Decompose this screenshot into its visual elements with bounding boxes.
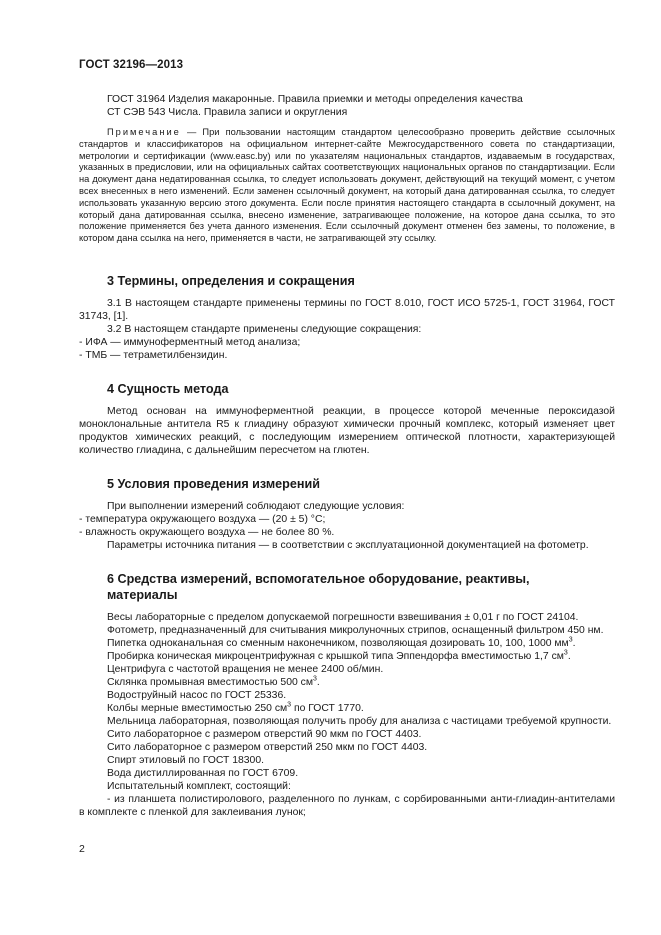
section-5-body: [79, 500, 615, 552]
note-paragraph: [79, 127, 615, 245]
section-3: [79, 273, 615, 289]
list-item: - влажность окружающего воздуха — не более 80 %.: [79, 527, 335, 538]
section-4-body: [79, 405, 615, 457]
reference-line: СТ СЭВ 543 Числа. Правила записи и округления: [107, 107, 348, 118]
section-6-body: [79, 611, 615, 819]
equipment-item: Центрифуга с частотой вращения не менее 2400 об/мин.: [107, 664, 384, 675]
section-heading: [79, 571, 615, 587]
section-5: [79, 476, 615, 492]
paragraph: 3.2 В настоящем стандарте применены следующие сокращения:: [107, 324, 422, 335]
equipment-item-text: Склянка промывная вместимостью 500 см: [107, 677, 313, 688]
section-4: [79, 381, 615, 397]
note-label: Примечание: [107, 127, 181, 137]
equipment-item: Водоструйный насос по ГОСТ 25336.: [107, 690, 287, 701]
paragraph: Метод основан на иммуноферментной реакции, в процессе которой меченные пероксидазой моноклональные антитела R5 к глиадину образуют химически прочный комплекс, который изменяет цвет продуктов химических реакций, с последующим измерением оптической плотности, характеризующей количество глиадина, с дальнейшим пересчетом на глютен.: [79, 406, 615, 456]
equipment-item: Спирт этиловый по ГОСТ 18300.: [107, 755, 264, 766]
section-6: [79, 571, 615, 603]
equipment-item-text: Пипетка одноканальная со сменным наконечником, позволяющая дозировать 10, 100, 1000 мм: [107, 638, 569, 649]
superscript: 3: [563, 649, 568, 657]
list-item: - ИФА — иммуноферментный метод анализа;: [79, 337, 301, 348]
superscript: 3: [313, 675, 317, 683]
page-number: 2: [79, 843, 85, 855]
superscript: 3: [568, 636, 573, 644]
equipment-item: Мельница лабораторная, позволяющая получить пробу для анализа с частицами требуемой крупности.: [107, 716, 612, 727]
normative-references: [79, 93, 615, 119]
equipment-item-text: Пробирка коническая микроцентрифужная с крышкой типа Эппендорфа вместимостью 1,7 см: [107, 651, 564, 662]
equipment-item: Сито лабораторное с размером отверстий 90 мкм по ГОСТ 4403.: [107, 729, 422, 740]
equipment-item: Испытательный комплект, состоящий:: [107, 781, 291, 792]
equipment-item: Склянка промывная вместимостью 500 $см^3$.: [107, 675, 320, 688]
equipment-item: [79, 702, 615, 715]
equipment-item-text: Колбы мерные вместимостью 250 см: [107, 703, 288, 714]
equipment-item: Пипетка одноканальная со сменным наконечником, позволяющая дозировать 10, 100, 1000 $мм^3$.: [107, 636, 576, 649]
equipment-item: Вода дистиллированная по ГОСТ 6709.: [107, 768, 299, 779]
equipment-item: Пробирка коническая микроцентрифужная с крышкой типа Эппендорфа вместимостью 1,7 $см^3$.: [107, 649, 571, 662]
paragraph: Параметры источника питания — в соответствии с эксплуатационной документацией на фотометр.: [107, 540, 589, 551]
list-item: - ТМБ — тетраметилбензидин.: [79, 350, 228, 361]
section-heading-line: материалы: [107, 588, 178, 602]
reference-line: ГОСТ 31964 Изделия макаронные. Правила приемки и методы определения качества: [107, 94, 523, 105]
equipment-item: Весы лабораторные с пределом допускаемой погрешности взвешивания ± 0,01 г по ГОСТ 24104.: [107, 612, 579, 623]
superscript: 3: [287, 701, 292, 709]
equipment-item-text: по ГОСТ 1770.: [291, 703, 364, 714]
equipment-item: Фотометр, предназначенный для считывания микролуночных стрипов, оснащенный фильтром 450 нм.: [107, 625, 604, 636]
section-heading-line: 6 Средства измерений, вспомогательное оборудование, реактивы,: [107, 572, 530, 586]
note-text: — При пользовании настоящим стандартом целесообразно проверить действие ссылочных стандартов и классификаторов на официальном интернет-сайте Межгосударственного совета по стандартизации, метрологии и сертификации (www.easc.by) или по указателям национальных стандартов, издаваемым в государствах, указанных в предисловии, или на официальных сайтах соответствующих национальных органов по стандартизации. Если на документ дана недатированная ссылка, то следует использовать документ, действующий на текущий момент, с учетом всех внесенных в него изменений. Если заменен ссылочный документ, на который дана датированная ссылка, то следует использовать указанную версию этого документа. Если после принятия настоящего стандарта в ссылочный документ, на который дана датированная ссылка, внесено изменение, затрагивающее положение, на которое дана ссылка, то это положение применяется без учета данного изменения. Если ссылочный документ отменен без замены, то положение, в котором дана ссылка на него, применяется в части, не затрагивающей эту ссылку.: [79, 127, 615, 244]
list-item: - температура окружающего воздуха — (20 ± 5) °С;: [79, 514, 326, 525]
section-heading: 3 Термины, определения и сокращения: [107, 274, 355, 288]
section-3-body: [79, 297, 615, 362]
paragraph: При выполнении измерений соблюдают следующие условия:: [107, 501, 405, 512]
paragraph: 3.1 В настоящем стандарте применены термины по ГОСТ 8.010, ГОСТ ИСО 5725-1, ГОСТ 31964, ГОСТ 31743, [1].: [79, 298, 615, 322]
section-heading-cont: [79, 587, 615, 603]
section-heading: 4 Сущность метода: [107, 382, 229, 396]
note-block: [79, 127, 615, 245]
document-header: ГОСТ 32196—2013: [79, 59, 184, 71]
section-heading: 5 Условия проведения измерений: [107, 477, 320, 491]
equipment-item: Сито лабораторное с размером отверстий 250 мкм по ГОСТ 4403.: [107, 742, 428, 753]
equipment-item: - из планшета полистиролового, разделенного по лункам, с сорбированными анти-глиадин-антителами в комплекте с пленкой для заклеивания лунок;: [79, 794, 615, 818]
